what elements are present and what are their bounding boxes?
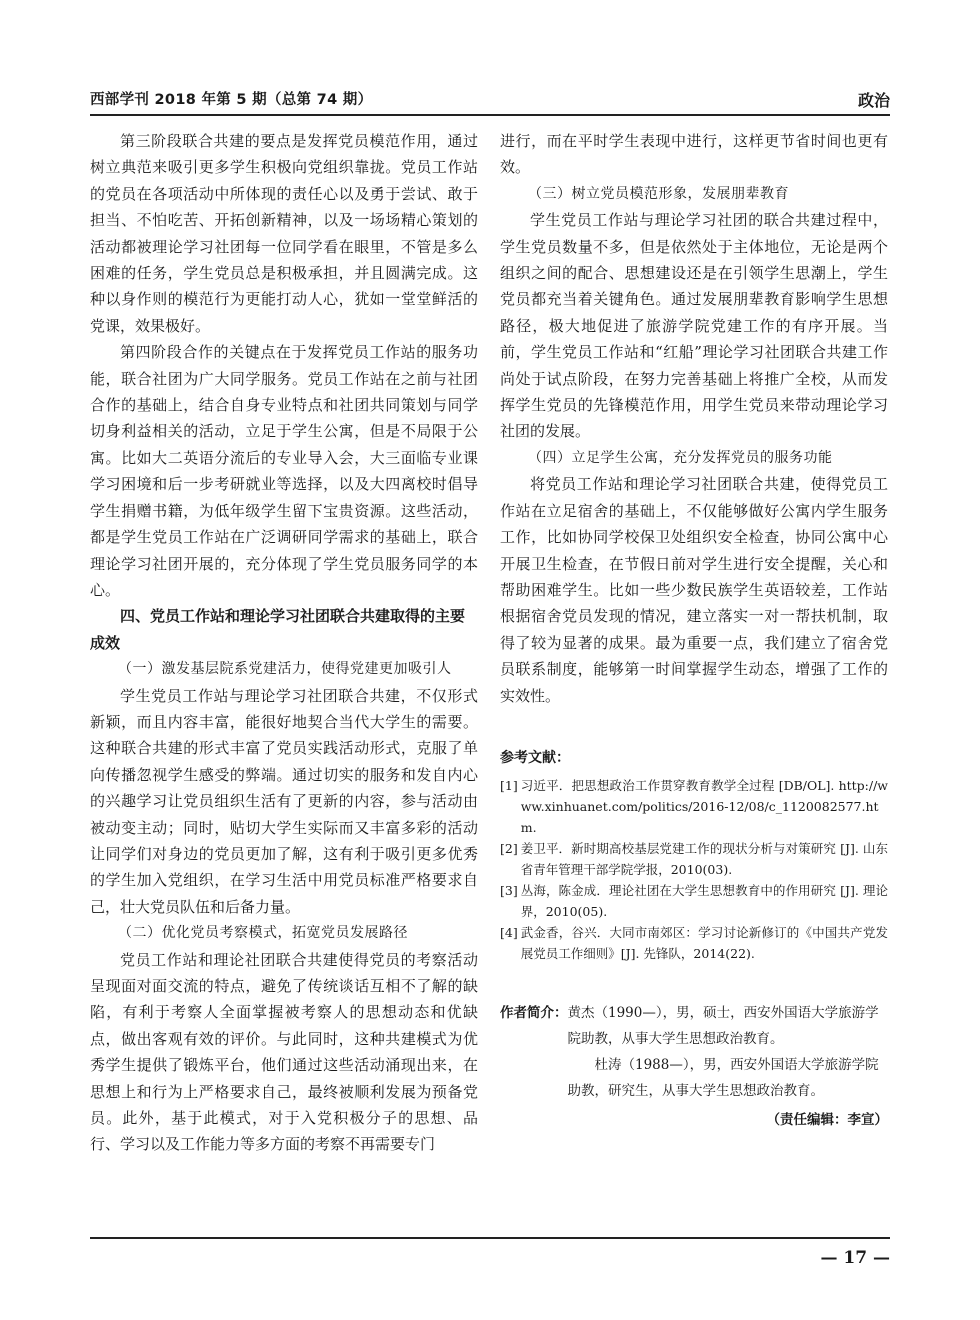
subsection-heading: （三）树立党员模范形象，发展朋辈教育 xyxy=(528,185,789,202)
references-title: 参考文献： xyxy=(500,749,570,766)
author-bio: 杜涛（1988—），男，西安外国语大学旅游学院助教，研究生，从事大学生思想政治教育。 xyxy=(567,1056,879,1099)
reference-item xyxy=(500,922,888,964)
author-info xyxy=(500,1000,888,1104)
paragraph: 第三阶段联合共建的要点是发挥党员模范作用，通过树立典范来吸引更多学生积极向党组织靠拢。党员工作站的党员在各项活动中所体现的责任心以及勇于尝试、敢于担当、不怕吃苦、开拓创新精神，以及一场场精心策划的活动都被理论学习社团每一位同学看在眼里，不管是多么困难的任务，学生党员总是积极承担，并且圆满完成。这种以身作则的模范行为更能打动人心，犹如一堂堂鲜活的党课，效果极好。 xyxy=(90,132,478,335)
reference-number: [1] xyxy=(500,777,518,793)
left-column xyxy=(90,128,478,1158)
header-rule xyxy=(90,114,890,116)
right-column xyxy=(500,128,888,1128)
subsection-heading: （二）优化党员考察模式，拓宽党员发展路径 xyxy=(118,925,408,942)
editor-credit: （责任编辑：李宣） xyxy=(766,1111,888,1128)
reference-item xyxy=(500,775,888,838)
paragraph: 进行，而在平时学生表现中进行，这样更节省时间也更有效。 xyxy=(500,132,888,177)
section-label: 政治 xyxy=(857,91,890,110)
reference-text: 姜卫平．新时期高校基层党建工作的现状分析与对策研究 [J]. 山东省青年管理干部学院学报，2010(03). xyxy=(520,840,888,877)
reference-number: [3] xyxy=(500,882,518,898)
author-label: 作者简介： xyxy=(500,1004,568,1021)
reference-number: [4] xyxy=(500,924,518,940)
author-bios xyxy=(568,1000,889,1104)
paragraph: 第四阶段合作的关键点在于发挥党员工作站的服务功能，联合社团为广大同学服务。党员工作站在之前与社团合作的基础上，结合自身专业特点和社团共同策划与同学切身利益相关的活动，立足于学生公寓，但是不局限于公寓。比如大二英语分流后的专业导入会，大三面临专业课学习困境和后一步考研就业等选择，以及大四离校时倡导学生捐赠书籍，为低年级学生留下宝贵资源。这些活动，都是学生党员工作站在广泛调研同学需求的基础上，联合理论学习社团开展的，充分体现了学生党员服务同学的本心。 xyxy=(90,343,478,599)
reference-text: 丛海，陈金成．理论社团在大学生思想教育中的作用研究 [J]. 理论界，2010(05). xyxy=(520,882,888,919)
reference-text: 习近平．把思想政治工作贯穿教育教学全过程 [DB/OL]. http://www.xinhuanet.com/politics/2016-12/08/c_1120082577.htm. xyxy=(520,777,888,835)
subsection-heading: （四）立足学生公寓，充分发挥党员的服务功能 xyxy=(528,449,833,466)
reference-text: 武金香，谷兴．大同市南郊区：学习讨论新修订的《中国共产党发展党员工作细则》[J]. 先锋队，2014(22). xyxy=(520,924,888,961)
paragraph: 将党员工作站和理论学习社团联合共建，使得党员工作站在立足宿舍的基础上，不仅能够做好公寓内学生服务工作，比如协同学校保卫处组织安全检查，协同公寓中心开展卫生检查，在节假日前对学生进行安全提醒，关心和帮助困难学生。比如一些少数民族学生英语较差，工作站根据宿舍党员发现的情况，建立落实一对一帮扶机制，取得了较为显著的成果。最为重要一点，我们建立了宿舍党员联系制度，能够第一时间掌握学生动态，增强了工作的实效性。 xyxy=(500,475,888,705)
paragraph: 党员工作站和理论社团联合共建使得党员的考察活动呈现面对面交流的特点，避免了传统谈话互相不了解的缺陷，有利于考察人全面掌握被考察人的思想动态和优缺点，做出客观有效的评价。与此同时，这种共建模式为优秀学生提供了锻炼平台，他们通过这些活动涌现出来，在思想上和行为上严格要求自己，最终被顺利发展为预备党员。此外，基于此模式，对于入党积极分子的思想、品行、学习以及工作能力等多方面的考察不再需要专门 xyxy=(90,950,478,1154)
subsection-heading: （一）激发基层院系党建活力，使得党建更加吸引人 xyxy=(118,661,452,678)
author-bio: 黄杰（1990—），男，硕士，西安外国语大学旅游学院助教，从事大学生思想政治教育。 xyxy=(567,1004,879,1047)
paragraph: 学生党员工作站与理论学习社团联合共建，不仅形式新颖，而且内容丰富，能很好地契合当代大学生的需要。这种联合共建的形式丰富了党员实践活动形式，克服了单向传播忽视学生感受的弊端。通过切实的服务和发自内心的兴趣学习让党员组织生活有了更新的内容，参与活动由被动变主动；同时，贴切大学生实际而又丰富多彩的活动让同学们对身边的党员更加了解，这有利于吸引更多优秀的学生加入党组织，在学习生活中用党员标准严格要求自己，壮大党员队伍和后备力量。 xyxy=(90,686,478,916)
reference-number: [2] xyxy=(500,840,518,856)
section-heading: 四、党员工作站和理论学习社团联合共建取得的主要成效 xyxy=(90,607,466,652)
footer-rule xyxy=(90,1237,890,1239)
journal-title: 西部学刊 2018 年第 5 期（总第 74 期） xyxy=(90,92,373,108)
page-header xyxy=(90,82,890,118)
page-number: — 17 — xyxy=(820,1248,890,1268)
paragraph: 学生党员工作站与理论学习社团的联合共建过程中，学生党员数量不多，但是依然处于主体地位，无论是两个组织之间的配合、思想建设还是在引领学生思潮上，学生党员都充当着关键角色。通过发展朋辈教育影响学生思想路径，极大地促进了旅游学院党建工作的有序开展。当前，学生党员工作站和“红船”理论学习社团联合共建工作尚处于试点阶段，在努力完善基础上将推广全校，从而发挥学生党员的先锋模范作用，用学生党员来带动理论学习社团的发展。 xyxy=(500,211,888,441)
reference-item xyxy=(500,838,888,880)
reference-item xyxy=(500,880,888,922)
